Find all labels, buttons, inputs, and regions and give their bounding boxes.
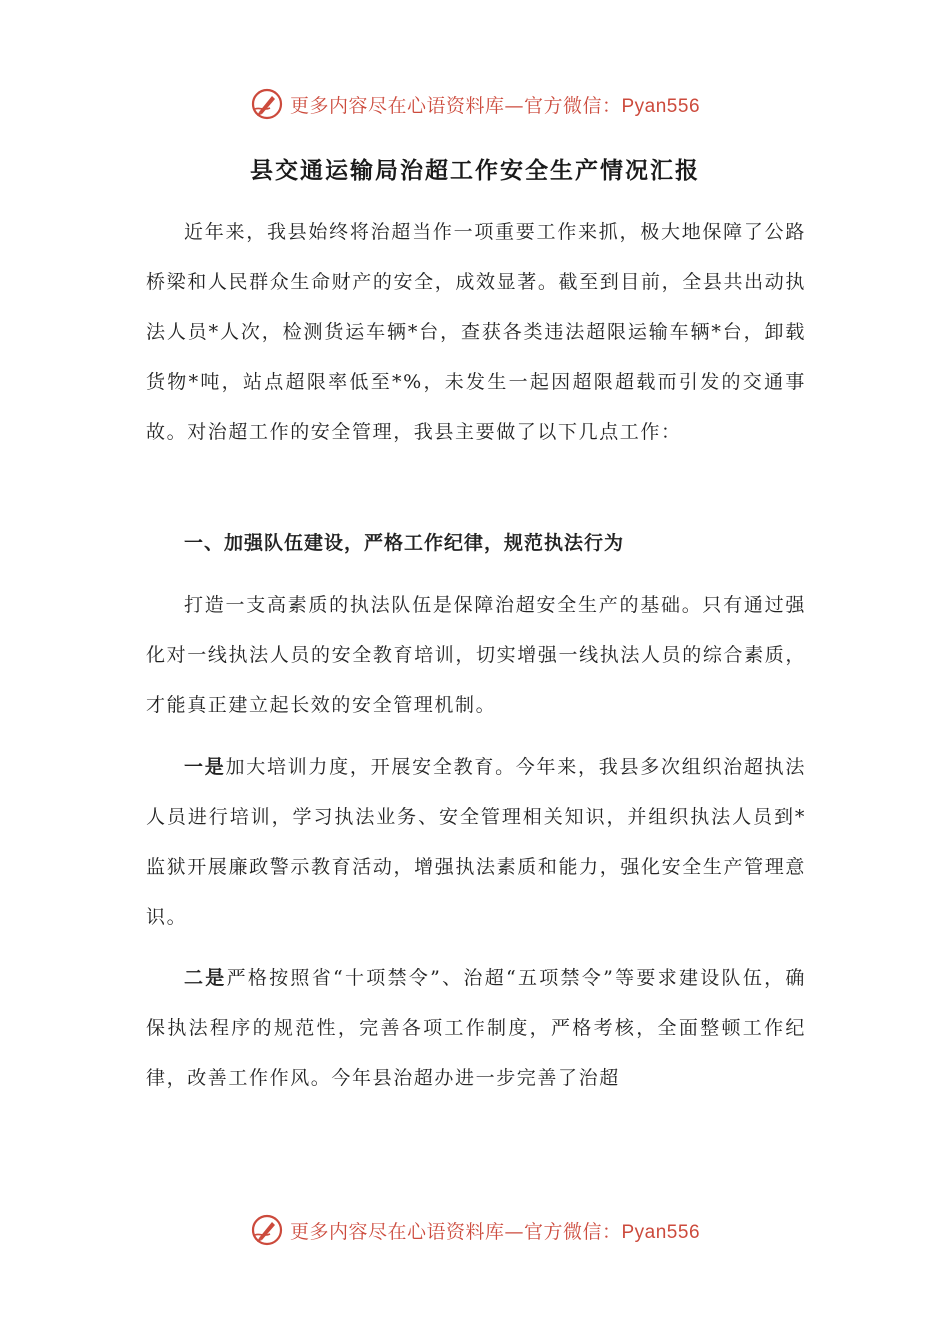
document-title: 县交通运输局治超工作安全生产情况汇报 <box>250 157 700 184</box>
point-1-text: 加大培训力度，开展安全教育。今年来，我县多次组织治超执法人员进行培训，学习执法业务、安全管理相关知识，并组织执法人员到*监狱开展廉政警示教育活动，增强执法素质和能力，强化安全生产管理意识。 <box>146 756 806 928</box>
watermark-wechat-id: Pyan556 <box>621 95 701 117</box>
watermark-wechat-id: Pyan556 <box>621 1221 701 1243</box>
point-2-lead: 二是 <box>184 967 227 989</box>
section1-paragraph: 打造一支高素质的执法队伍是保障治超安全生产的基础。只有通过强化对一线执法人员的安全教育培训，切实增强一线执法人员的综合素质，才能真正建立起长效的安全管理机制。 <box>146 594 806 716</box>
pen-logo-icon <box>250 1213 284 1247</box>
intro-paragraph: 近年来，我县始终将治超当作一项重要工作来抓，极大地保障了公路桥梁和人民群众生命财产的安全，成效显著。截至到目前，全县共出动执法人员*人次，检测货运车辆*台，查获各类违法超限运输车辆*台，卸载货物*吨，站点超限率低至*%，未发生一起因超限超载而引发的交通事故。对治超工作的安全管理，我县主要做了以下几点工作： <box>146 221 806 443</box>
watermark-text: 更多内容尽在心语资料库—官方微信： <box>289 1220 622 1243</box>
point-1-lead: 一是 <box>184 756 226 778</box>
point-2-text: 严格按照省“十项禁令”、治超“五项禁令”等要求建设队伍，确保执法程序的规范性，完善各项工作制度，严格考核，全面整顿工作纪律，改善工作作风。今年县治超办进一步完善了治超 <box>146 967 806 1089</box>
watermark-banner-bottom <box>0 1210 950 1250</box>
watermark-text: 更多内容尽在心语资料库—官方微信： <box>289 94 622 117</box>
point-2-paragraph <box>146 953 806 1103</box>
watermark-banner-top <box>0 84 950 124</box>
pen-logo-icon <box>250 87 284 121</box>
point-1-paragraph <box>146 742 806 942</box>
section-heading-1: 一、加强队伍建设，严格工作纪律，规范执法行为 <box>184 532 625 554</box>
